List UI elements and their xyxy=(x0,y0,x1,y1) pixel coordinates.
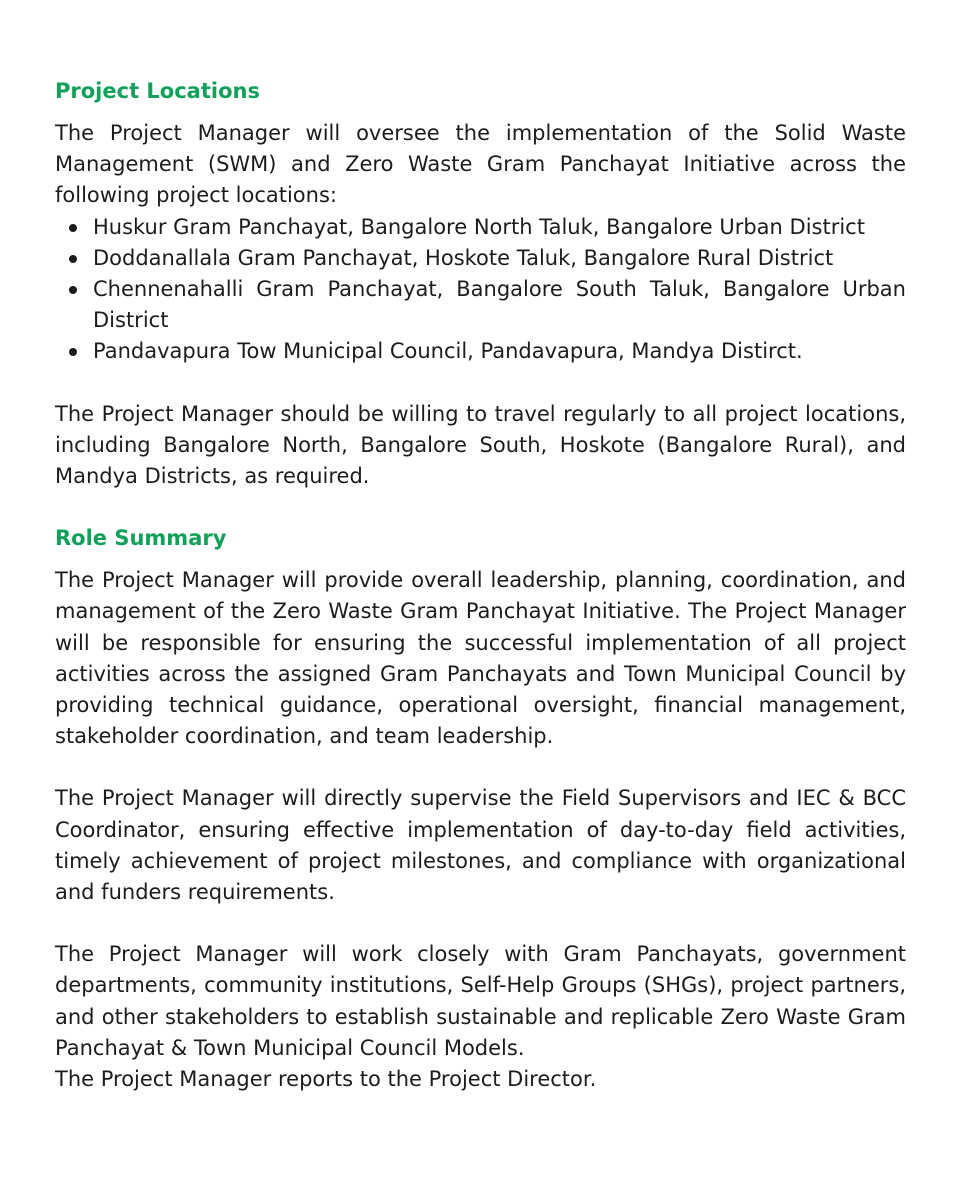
list-item-text: Pandavapura Tow Municipal Council, Pandavapura, Mandya Distirct. xyxy=(93,339,803,364)
bullet-icon xyxy=(69,255,77,263)
list-item-text: Huskur Gram Panchayat, Bangalore North Taluk, Bangalore Urban District xyxy=(93,214,865,239)
role-summary-paragraph-1: The Project Manager will provide overall leadership, planning, coordination, and management of the Zero Waste Gram Panchayat Initiative. The Project Manager will be responsible for ensuring the successful implementation of all project activities across the assigned Gram Panchayats and Town Municipal Council by providing technical guidance, operational oversight, financial management, stakeholder coordination, and team leadership. xyxy=(55,568,906,749)
list-item xyxy=(55,212,906,243)
list-item-text: Chennenahalli Gram Panchayat, Bangalore South Taluk, Bangalore Urban District xyxy=(93,277,906,333)
list-item xyxy=(55,243,906,274)
reports-to-line: The Project Manager reports to the Project Director. xyxy=(55,1067,597,1092)
project-locations-intro: The Project Manager will oversee the implementation of the Solid Waste Management (SWM) and Zero Waste Gram Panchayat Initiative across the following project locations: xyxy=(55,121,906,208)
spacer xyxy=(55,492,906,523)
list-item xyxy=(55,336,906,367)
travel-paragraph: The Project Manager should be willing to travel regularly to all project locations, including Bangalore North, Bangalore South, Hoskote (Bangalore Rural), and Mandya Districts, as required. xyxy=(55,401,906,489)
list-item xyxy=(55,274,906,336)
list-item-text: Doddanallala Gram Panchayat, Hoskote Taluk, Bangalore Rural District xyxy=(93,245,834,270)
role-summary-paragraph-2: The Project Manager will directly supervise the Field Supervisors and IEC & BCC Coordinator, ensuring effective implementation of day-to-day field activities, timely achievement of project milestones, and compliance with organizational and funders requirements. xyxy=(55,786,906,905)
spacer xyxy=(55,368,906,399)
bullet-icon xyxy=(69,224,77,232)
spacer xyxy=(55,908,906,939)
project-locations-list xyxy=(55,212,906,368)
bullet-icon xyxy=(69,286,77,294)
document-body xyxy=(55,76,906,1095)
bullet-icon xyxy=(69,348,77,356)
role-summary-heading: Role Summary xyxy=(55,526,227,551)
spacer xyxy=(55,752,906,783)
role-summary-paragraph-3: The Project Manager will work closely with Gram Panchayats, government departments, community institutions, Self-Help Groups (SHGs), project partners, and other stakeholders to establish sustainable and replicable Zero Waste Gram Panchayat & Town Municipal Council Models. xyxy=(55,942,906,1060)
project-locations-heading: Project Locations xyxy=(55,79,260,103)
